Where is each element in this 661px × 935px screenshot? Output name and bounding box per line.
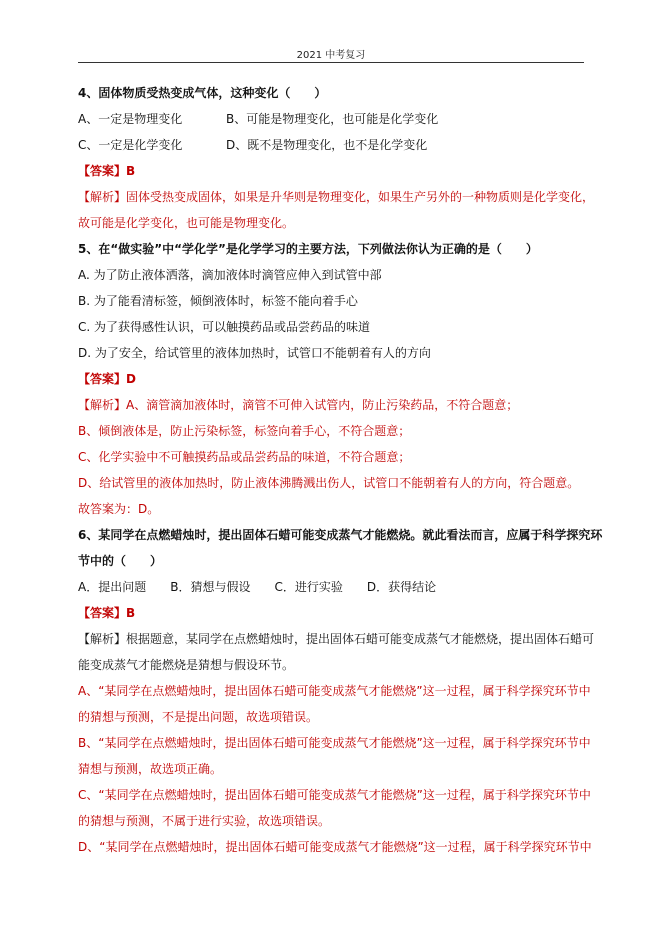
q4-option-a: A、一定是物理变化 [78, 112, 183, 126]
q4-analysis-line: 故可能是化学变化，也可能是物理变化。 [78, 216, 295, 230]
header-divider [78, 62, 584, 63]
q5-option: B. 为了能看清标签，倾倒液体时，标签不能向着手心 [78, 294, 358, 308]
q4-option-d: D、既不是物理变化，也不是化学变化 [226, 138, 428, 152]
q6-stem-line: 6、某同学在点燃蜡烛时，提出固体石蜡可能变成蒸气才能燃烧。就此看法而言，应属于科学探究环 [78, 528, 603, 542]
q5-option: D. 为了安全，给试管里的液体加热时，试管口不能朝着有人的方向 [78, 346, 431, 360]
q4-answer: 【答案】B [78, 164, 136, 178]
q6-analysis-red-line: 猜想与预测，故选项正确。 [78, 762, 223, 776]
q5-analysis-line: B、倾倒液体是，防止污染标签，标签向着手心，不符合题意； [78, 424, 411, 438]
q5-analysis-line: 故答案为：D。 [78, 502, 160, 516]
q5-analysis-line: 【解析】A、滴管滴加液体时，滴管不可伸入试管内，防止污染药品，不符合题意； [78, 398, 519, 412]
q4-option-b: B、可能是物理变化，也可能是化学变化 [226, 112, 439, 126]
q6-analysis-red-line: 的猜想与预测，不是提出问题，故选项错误。 [78, 710, 319, 724]
q6-answer: 【答案】B [78, 606, 136, 620]
q4-option-c: C、一定是化学变化 [78, 138, 183, 152]
q5-analysis-line: D、给试管里的液体加热时，防止液体沸腾溅出伤人，试管口不能朝着有人的方向，符合题意。 [78, 476, 580, 490]
q5-option: A. 为了防止液体洒落，滴加液体时滴管应伸入到试管中部 [78, 268, 382, 282]
q6-options: A．提出问题 B．猜想与假设 C．进行实验 D．获得结论 [78, 580, 437, 594]
q5-stem: 5、在“做实验”中“学化学”是化学学习的主要方法，下列做法你认为正确的是（ ） [78, 242, 538, 256]
q6-analysis-red-line: B、“某同学在点燃蜡烛时，提出固体石蜡可能变成蒸气才能燃烧”这一过程，属于科学探究环节中 [78, 736, 591, 750]
q6-analysis-line: 【解析】根据题意，某同学在点燃蜡烛时，提出固体石蜡可能变成蒸气才能燃烧，提出固体石蜡可 [78, 632, 595, 646]
q6-stem-line: 节中的（ ） [78, 554, 163, 568]
q6-analysis-line: 能变成蒸气才能燃烧是猜想与假设环节。 [78, 658, 295, 672]
q4-analysis-line: 【解析】固体受热变成固体，如果是升华则是物理变化，如果生产另外的一种物质则是化学变化， [78, 190, 595, 204]
q4-stem: 4、固体物质受热变成气体，这种变化（ ） [78, 86, 327, 100]
q5-analysis-line: C、化学实验中不可触摸药品或品尝药品的味道，不符合题意； [78, 450, 411, 464]
q6-analysis-red-line: C、“某同学在点燃蜡烛时，提出固体石蜡可能变成蒸气才能燃烧”这一过程，属于科学探究环节中 [78, 788, 591, 802]
q6-analysis-red-line: A、“某同学在点燃蜡烛时，提出固体石蜡可能变成蒸气才能燃烧”这一过程，属于科学探究环节中 [78, 684, 591, 698]
q6-analysis-red-line: D、“某同学在点燃蜡烛时，提出固体石蜡可能变成蒸气才能燃烧”这一过程，属于科学探究环节中 [78, 840, 592, 854]
q5-option: C. 为了获得感性认识，可以触摸药品或品尝药品的味道 [78, 320, 371, 334]
q5-answer: 【答案】D [78, 372, 136, 386]
page-header: 2021 中考复习 [296, 50, 366, 61]
q6-analysis-red-line: 的猜想与预测，不属于进行实验，故选项错误。 [78, 814, 331, 828]
